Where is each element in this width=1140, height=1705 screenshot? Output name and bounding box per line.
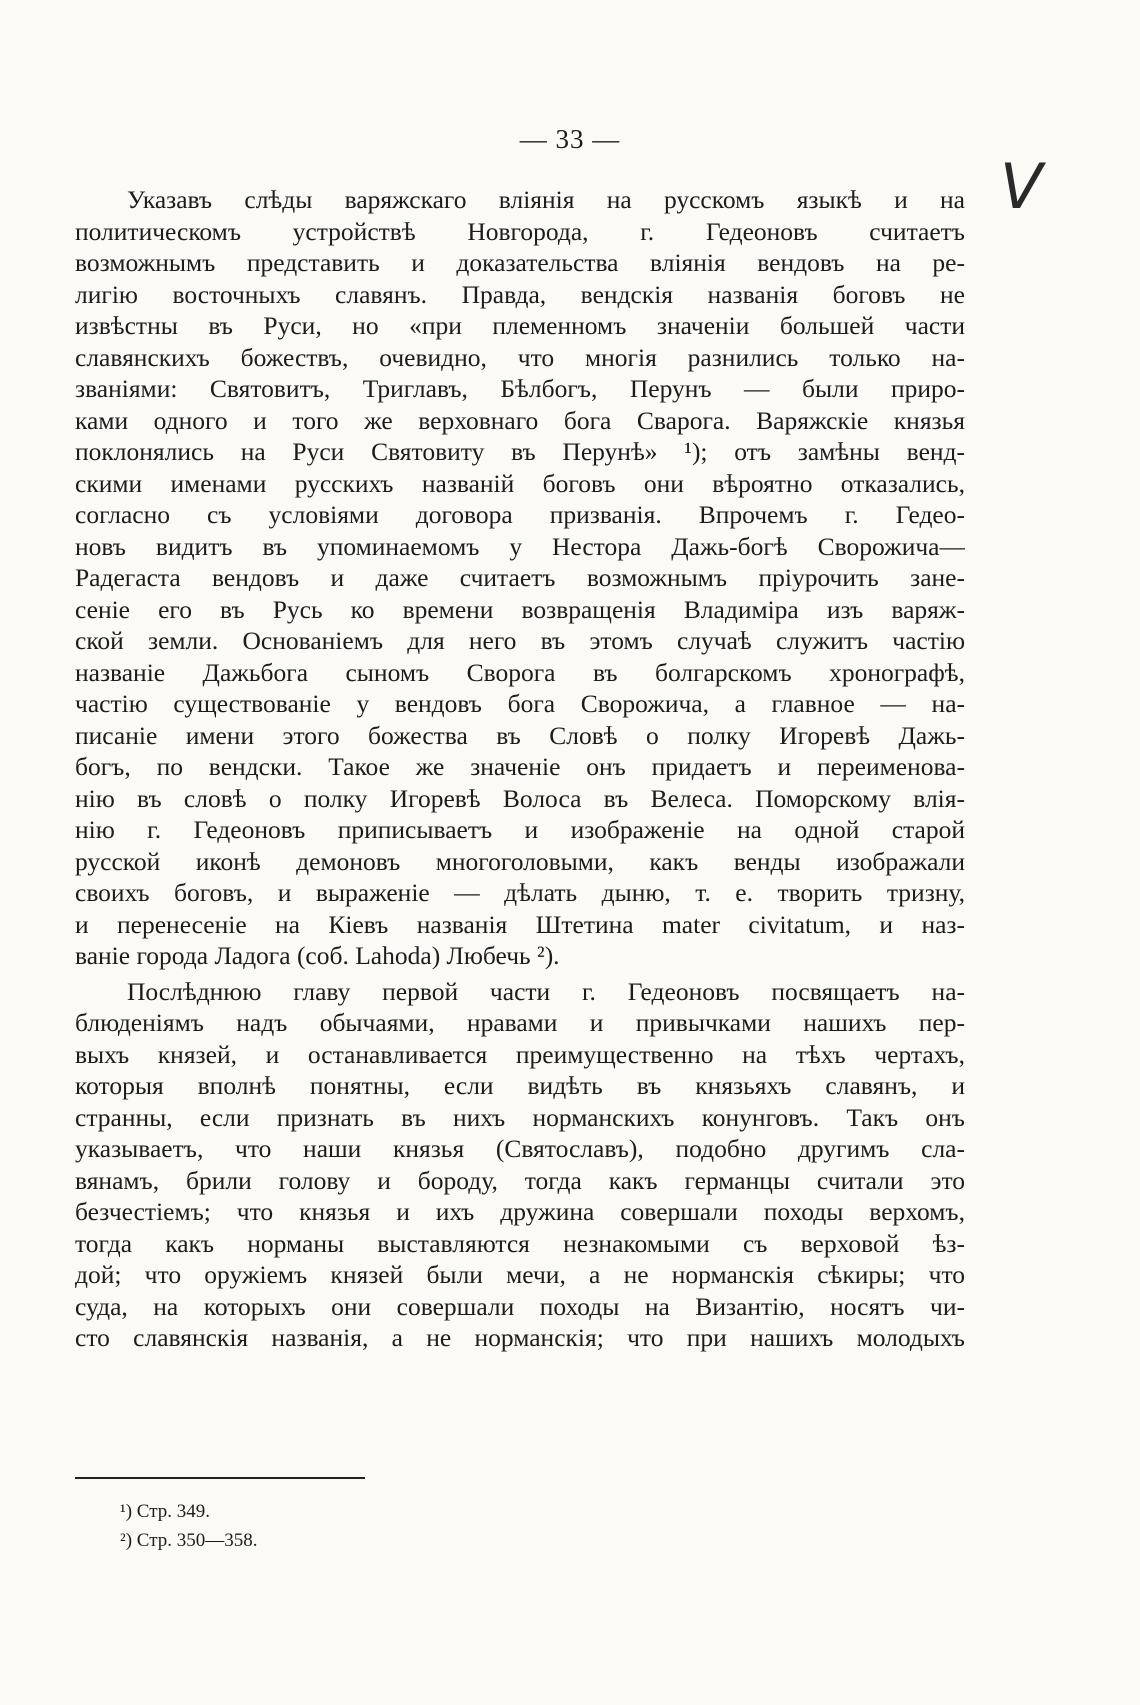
footnote-rule bbox=[75, 1477, 365, 1479]
text-line: славянскихъ божествъ, очевидно, что многія разнились только на- bbox=[75, 342, 965, 372]
text-line: выхъ князей, и останавливается преимущественно на тѣхъ чертахъ, bbox=[75, 1039, 965, 1069]
footnote-2: ²) Стр. 350—358. bbox=[120, 1530, 258, 1551]
paragraph-1 bbox=[75, 184, 965, 972]
text-line: названіе Дажьбога сыномъ Сворога въ болгарскомъ хронографѣ, bbox=[75, 657, 965, 687]
text-line: своихъ боговъ, и выраженіе — дѣлать дыню, т. е. творить тризну, bbox=[75, 878, 965, 907]
text-line: ской земли. Основаніемъ для него въ этомъ случаѣ служитъ частію bbox=[75, 626, 965, 655]
text-line: и перенесеніе на Кіевъ названія Штетина mater civitatum, и наз- bbox=[75, 909, 965, 939]
text-line: сеніе его въ Русь ко времени возвращенія Владиміра изъ варяж- bbox=[75, 594, 965, 624]
text-line: частію существованіе у вендовъ бога Сворожича, а главное — на- bbox=[75, 689, 965, 718]
body-text bbox=[75, 184, 965, 1354]
page-number: — 33 — bbox=[519, 124, 621, 154]
paragraph-2 bbox=[75, 976, 965, 1354]
footnote-1: ¹) Стр. 349. bbox=[120, 1501, 210, 1522]
text-line: сто славянскія названія, а не норманскія; что при нашихъ молодыхъ bbox=[75, 1323, 965, 1352]
text-line: Послѣднюю главу первой части г. Гедеоновъ посвящаетъ на- bbox=[127, 976, 965, 1006]
text-line: возможнымъ представить и доказательства вліянія вендовъ на ре- bbox=[75, 248, 965, 277]
text-line: скими именами русскихъ названій боговъ они вѣроятно отказались, bbox=[75, 468, 965, 498]
text-line: блюденіямъ надъ обычаями, нравами и привычками нашихъ пер- bbox=[75, 1008, 965, 1037]
text-line: лигію восточныхъ славянъ. Правда, вендскія названія боговъ не bbox=[75, 279, 965, 309]
text-line: ваніе города Ладога (соб. Lahoda) Любечь ²). bbox=[75, 941, 560, 970]
text-line: согласно съ условіями договора призванія. Впрочемъ г. Гедео- bbox=[75, 500, 965, 529]
text-line: суда, на которыхъ они совершали походы на Византію, носятъ чи- bbox=[75, 1291, 965, 1321]
text-line: безчестіемъ; что князья и ихъ дружина совершали походы верхомъ, bbox=[75, 1197, 965, 1226]
text-line: Указавъ слѣды варяжскаго вліянія на русскомъ языкѣ и на bbox=[127, 185, 965, 214]
text-line: вянамъ, брили голову и бороду, тогда какъ германцы считали это bbox=[75, 1165, 965, 1195]
margin-check-mark: V bbox=[1000, 150, 1043, 223]
text-line: политическомъ устройствѣ Новгорода, г. Гедеоновъ считаетъ bbox=[75, 216, 965, 246]
text-line: новъ видитъ въ упоминаемомъ у Нестора Дажь-богѣ Сворожича— bbox=[75, 531, 965, 561]
text-line: ками одного и того же верховнаго бога Сварога. Варяжскіе князья bbox=[75, 405, 965, 435]
text-line: нію въ словѣ о полку Игоревѣ Волоса въ Велеса. Поморскому влія- bbox=[75, 783, 965, 813]
text-line: поклонялись на Руси Святовиту въ Перунѣ» ¹); отъ замѣны венд- bbox=[75, 437, 965, 466]
text-line: званіями: Святовитъ, Триглавъ, Бѣлбогъ, Перунъ — были приро- bbox=[75, 374, 965, 403]
text-line: странны, если признать въ нихъ норманскихъ конунговъ. Такъ онъ bbox=[75, 1102, 965, 1132]
text-line: которыя вполнѣ понятны, если видѣть въ князьяхъ славянъ, и bbox=[75, 1071, 965, 1100]
text-line: указываетъ, что наши князья (Святославъ), подобно другимъ сла- bbox=[75, 1134, 965, 1163]
text-line: тогда какъ норманы выставляются незнакомыми съ верховой ѣз- bbox=[75, 1228, 965, 1258]
text-line: русской иконѣ демоновъ многоголовыми, какъ венды изображали bbox=[75, 846, 965, 876]
text-line: нію г. Гедеоновъ приписываетъ и изображеніе на одной старой bbox=[75, 815, 965, 844]
text-line: дой; что оружіемъ князей были мечи, а не норманскія сѣкиры; что bbox=[75, 1260, 965, 1289]
footnotes bbox=[120, 1497, 257, 1555]
text-line: богъ, по вендски. Такое же значеніе онъ придаетъ и переименова- bbox=[75, 752, 965, 781]
text-line: писаніе имени этого божества въ Словѣ о полку Игоревѣ Дажь- bbox=[75, 720, 965, 750]
text-line: Радегаста вендовъ и даже считаетъ возможнымъ пріурочить зане- bbox=[75, 563, 965, 592]
text-line: извѣстны въ Руси, но «при племенномъ значеніи большей части bbox=[75, 311, 965, 340]
